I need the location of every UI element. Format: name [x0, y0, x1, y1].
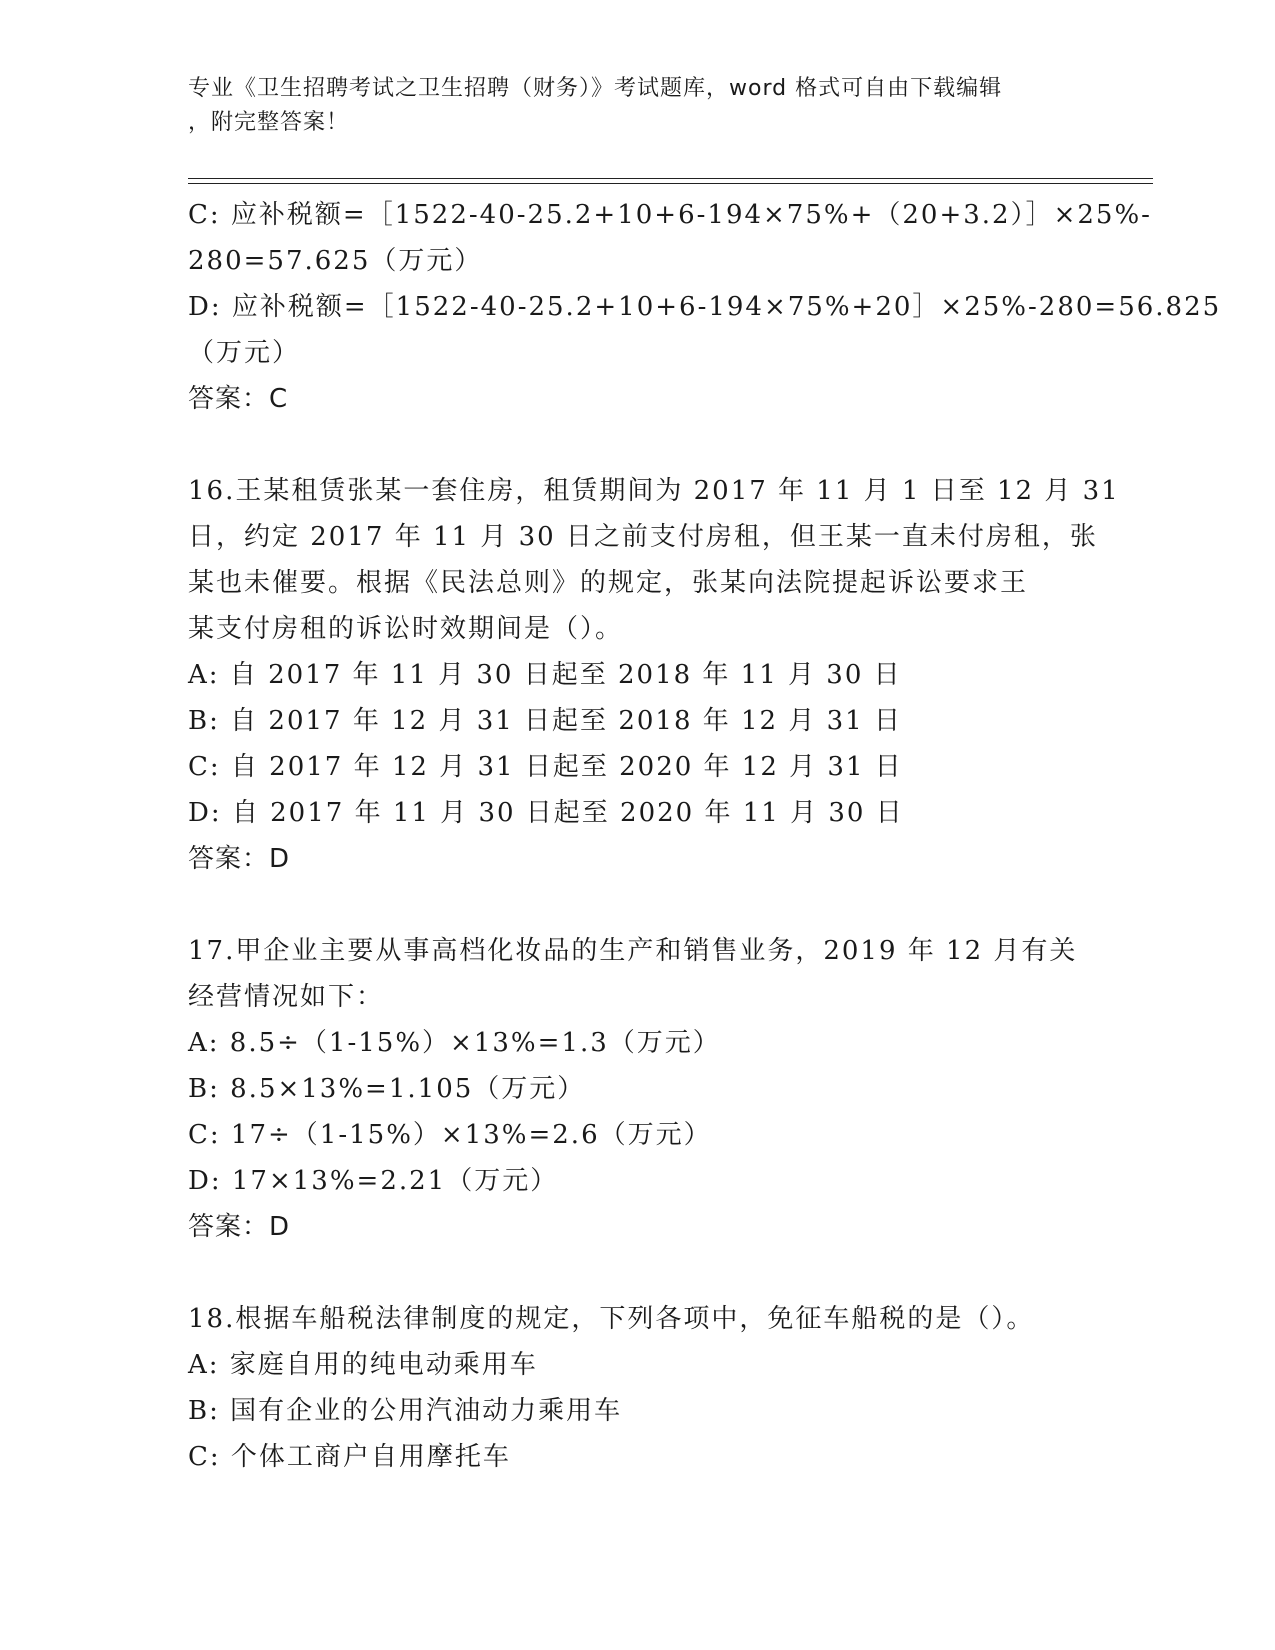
q17-stem-line-2: 经营情况如下： — [188, 982, 385, 1012]
q16-stem-line-3: 某也未催要。根据《民法总则》的规定，张某向法院提起诉讼要求王 — [188, 568, 1029, 598]
header-line-2: ，附完整答案！ — [188, 110, 350, 135]
spacer — [188, 422, 1098, 468]
q16-stem-line-1: 16.王某租赁张某一套住房，租赁期间为 2017 年 11 月 1 日至 12 月 31 — [188, 476, 1120, 506]
question-18 — [188, 1296, 1098, 1480]
question-15-tail — [188, 192, 1222, 422]
header-rule-top — [188, 178, 1153, 179]
q17-option-d: D: 17×13%=2.21（万元） — [188, 1166, 559, 1196]
q16-option-a: A: 自 2017 年 11 月 30 日起至 2018 年 11 月 30 日 — [188, 660, 902, 690]
q15-option-c-line-1: C: 应补税额=［1522-40-25.2+10+6-194×75%+（20+3.2）］×25%- — [188, 200, 1152, 230]
q15-option-c-line-2: 280=57.625（万元） — [188, 246, 483, 276]
q15-answer: 答案：C — [188, 384, 289, 414]
q17-answer: 答案：D — [188, 1212, 291, 1242]
header-line-1: 专业《卫生招聘考试之卫生招聘（财务）》考试题库，word 格式可自由下载编辑 — [188, 76, 1003, 101]
q18-option-a: A: 家庭自用的纯电动乘用车 — [188, 1350, 538, 1380]
header-rule-bottom — [188, 183, 1153, 184]
q18-option-b: B: 国有企业的公用汽油动力乘用车 — [188, 1396, 623, 1426]
q16-option-c: C: 自 2017 年 12 月 31 日起至 2020 年 12 月 31 日 — [188, 752, 903, 782]
q17-option-a: A: 8.5÷（1-15%）×13%=1.3（万元） — [188, 1028, 721, 1058]
q15-option-d-line-1: D: 应补税额=［1522-40-25.2+10+6-194×75%+20］×25%-280=56.825 — [188, 292, 1222, 322]
spacer — [188, 1250, 1098, 1296]
q15-option-d-line-2: （万元） — [188, 338, 301, 368]
q18-stem-line-1: 18.根据车船税法律制度的规定，下列各项中，免征车船税的是（）。 — [188, 1304, 1035, 1334]
q16-stem-line-2: 日，约定 2017 年 11 月 30 日之前支付房租，但王某一直未付房租，张 — [188, 522, 1098, 552]
q18-option-c: C: 个体工商户自用摩托车 — [188, 1442, 511, 1472]
q17-option-b: B: 8.5×13%=1.105（万元） — [188, 1074, 586, 1104]
q17-stem-line-1: 17.甲企业主要从事高档化妆品的生产和销售业务，2019 年 12 月有关 — [188, 936, 1078, 966]
document-body — [188, 192, 1222, 1480]
q16-option-b: B: 自 2017 年 12 月 31 日起至 2018 年 12 月 31 日 — [188, 706, 902, 736]
spacer — [188, 882, 1098, 928]
q16-stem-line-4: 某支付房租的诉讼时效期间是（）。 — [188, 614, 624, 644]
page-header — [188, 72, 1068, 140]
question-17 — [188, 928, 1098, 1250]
q16-answer: 答案：D — [188, 844, 291, 874]
q17-option-c: C: 17÷（1-15%）×13%=2.6（万元） — [188, 1120, 712, 1150]
q16-option-d: D: 自 2017 年 11 月 30 日起至 2020 年 11 月 30 日 — [188, 798, 904, 828]
question-16 — [188, 468, 1120, 882]
